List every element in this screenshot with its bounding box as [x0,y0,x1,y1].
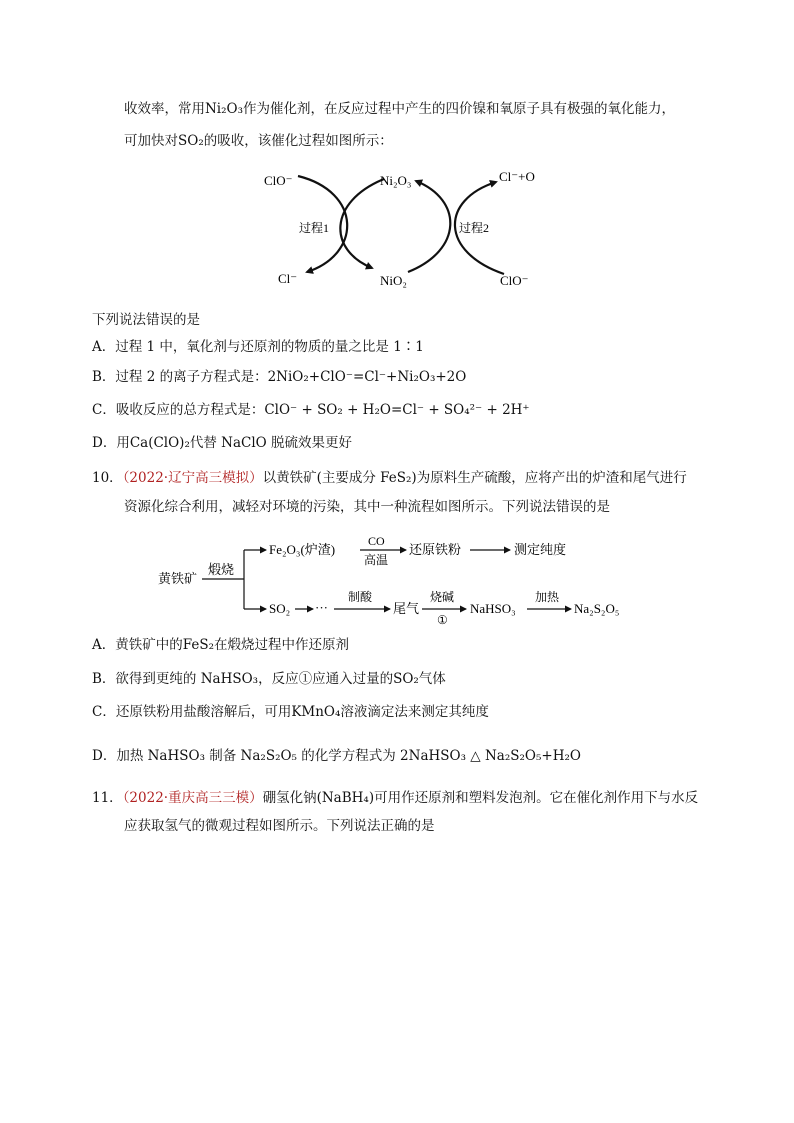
q11-source-tag: （2022·重庆高三三模） [122,790,263,806]
flow-diagram [150,530,650,630]
flow-calcine: 煅烧 [208,562,235,577]
q11-text-1: 硼氢化钠(NaBH₄)可用作还原剂和塑料发泡剂。它在催化剂作用下与水反 [262,790,699,806]
label-cl-o: Cl⁻+O [499,169,535,184]
q10-text-1: 以黄铁矿(主要成分 FeS₂)为原料生产硫酸，应将产出的炉渣和尾气进行 [262,470,687,486]
q10-option-c: C．还原铁粉用盐酸溶解后，可用KMnO₄溶液滴定法来测定其纯度 [92,704,489,720]
q9-option-a: A．过程 1 中，氧化剂与还原剂的物质的量之比是 1∶1 [92,339,424,355]
flow-co: CO [368,534,385,548]
q10-source-tag: （2022·辽宁高三模拟） [122,470,263,486]
flow-tail: 尾气 [393,601,420,616]
label-cl-bottom: Cl⁻ [278,271,298,286]
catalytic-cycle-diagram [250,160,550,295]
flow-heat: 加热 [535,590,560,604]
q9-option-c: C．吸收反应的总方程式是：ClO⁻ + SO₂ + H₂O=Cl⁻ + SO₄²⁻ + 2H⁺ [92,402,530,418]
flow-circle-1: ① [437,613,448,627]
q9-option-d: D．用Ca(ClO)₂代替 NaClO 脱硫效果更好 [92,435,353,451]
label-process1: 过程1 [299,221,330,235]
q10-option-b: B．欲得到更纯的 NaHSO₃，反应①应通入过量的SO₂气体 [92,671,446,687]
q10-option-a: A．黄铁矿中的FeS₂在煅烧过程中作还原剂 [92,637,350,653]
q9-stem: 下列说法错误的是 [92,312,200,328]
q10-line-2: 资源化综合利用，减轻对环境的污染，其中一种流程如图所示。下列说法错误的是 [124,499,610,515]
flow-ore: 黄铁矿 [158,571,198,586]
flow-iron: 还原铁粉 [409,542,462,557]
label-process2: 过程2 [459,221,490,235]
flow-dots: ··· [315,600,328,615]
label-ni2o3: Ni₂O₃ [380,173,412,188]
flow-na2s2o5: Na₂S₂O₅ [574,601,620,616]
flow-alkali: 烧碱 [430,590,455,604]
label-clo-bottom: ClO⁻ [500,273,529,288]
q10-line-1 [92,468,687,488]
q10-number: 10． [92,470,123,486]
flow-fe2o3: Fe₂O₃(炉渣) [269,542,336,557]
q11-number: 11． [92,790,123,806]
label-clo-top: ClO⁻ [264,173,293,188]
q10-option-d: D．加热 NaHSO₃ 制备 Na₂S₂O₅ 的化学方程式为 2NaHSO₃ △ Na₂S₂O₅+H₂O [92,748,581,764]
q11-line-2: 应获取氢气的微观过程如图所示。下列说法正确的是 [124,818,435,834]
q11-line-1 [92,788,698,808]
flow-nahso3: NaHSO₃ [470,601,516,616]
intro-line-1: 收效率，常用Ni₂O₃作为催化剂，在反应过程中产生的四价镍和氧原子具有极强的氧化能力， [124,101,676,117]
process2-arc-left [408,181,450,272]
q9-option-b: B．过程 2 的离子方程式是：2NiO₂+ClO⁻=Cl⁻+Ni₂O₃+2O [92,369,467,385]
intro-line-2: 可加快对SO₂的吸收，该催化过程如图所示： [124,133,393,149]
flow-so2: SO₂ [269,601,291,616]
flow-purity: 测定纯度 [514,542,567,557]
flow-high-temp: 高温 [364,553,389,567]
flow-acid: 制酸 [348,590,373,604]
label-nio2: NiO₂ [380,273,407,288]
